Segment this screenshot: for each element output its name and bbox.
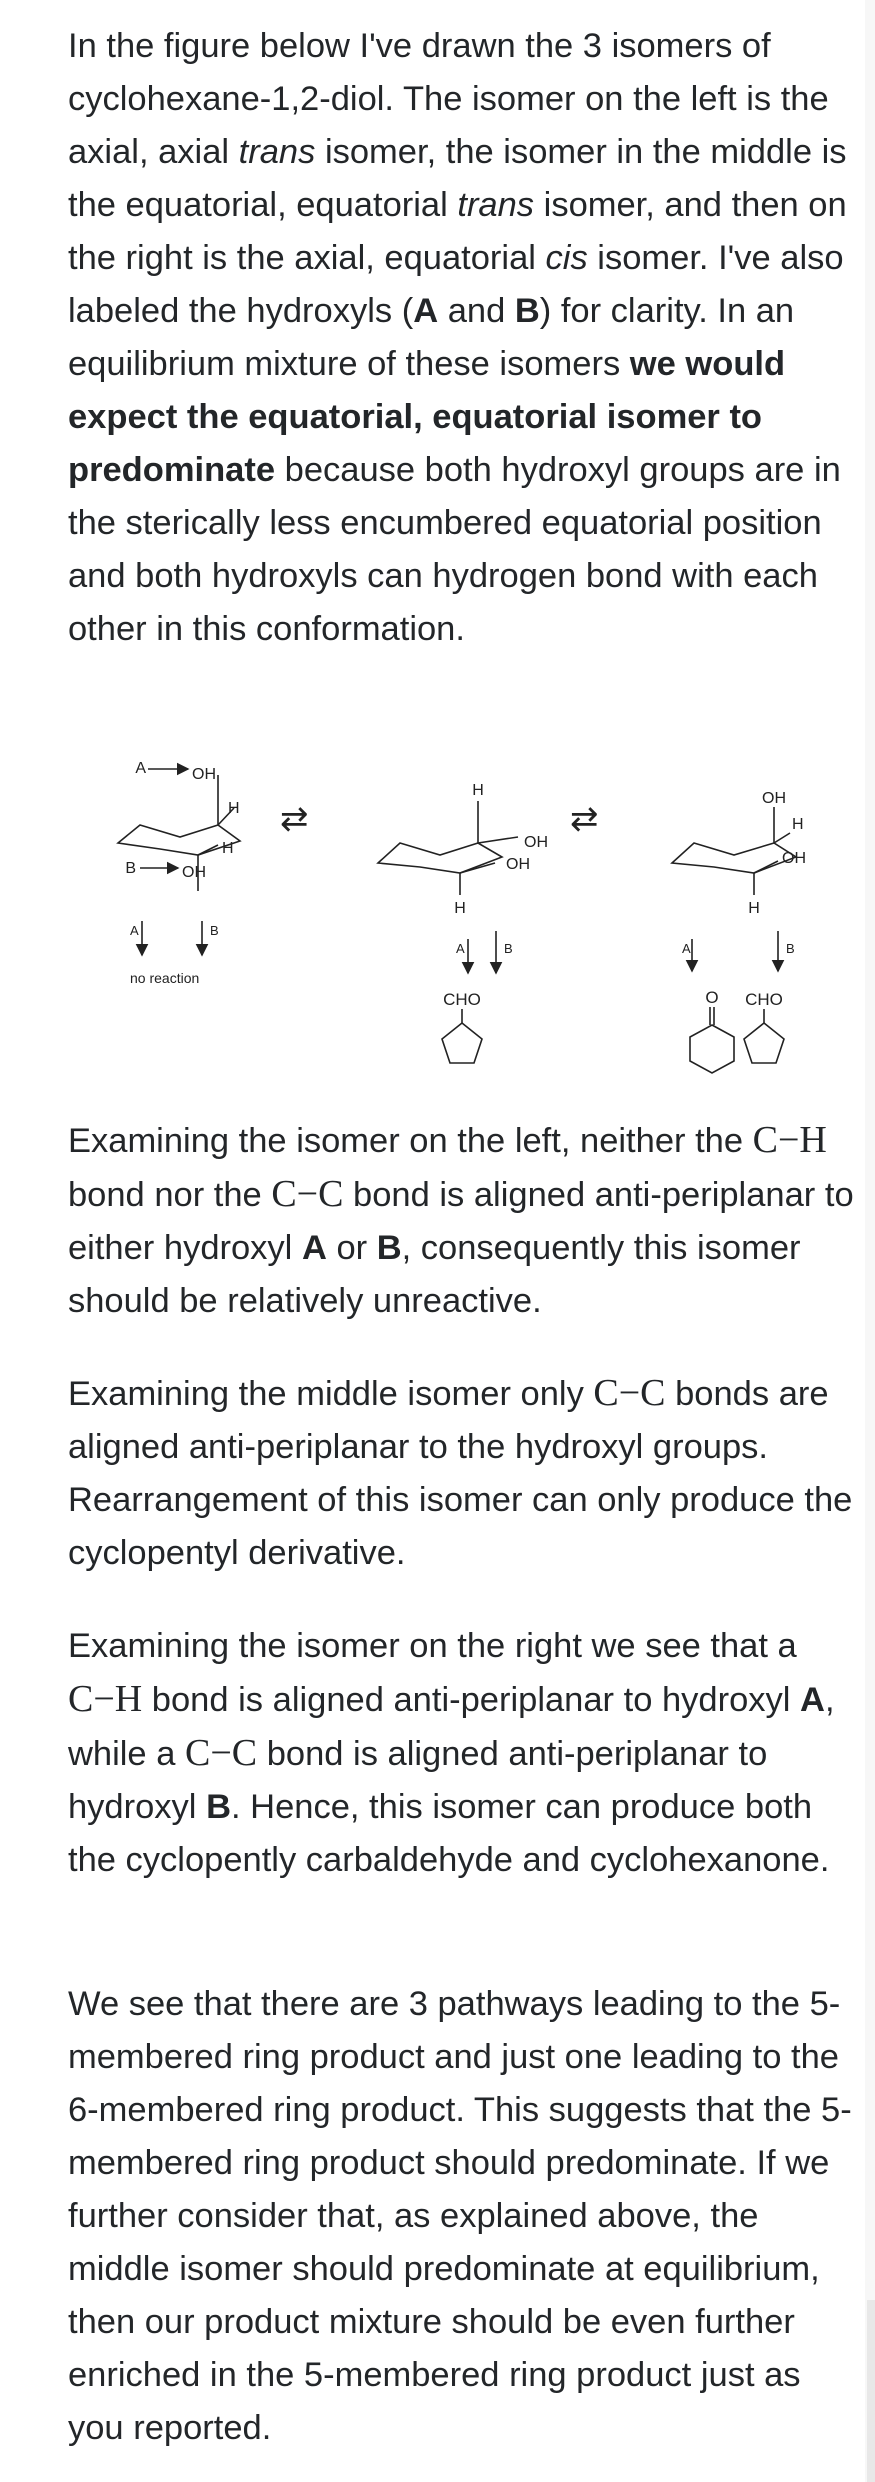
label-b: B	[504, 941, 513, 956]
bold-b: B	[514, 292, 540, 330]
equatorial-bond	[478, 837, 518, 843]
caption-no-reaction: no reaction	[130, 970, 200, 986]
text: ) for clarity. In an equilibrium mixture of these isomers	[68, 292, 795, 383]
text: , while a	[68, 1681, 835, 1773]
text: bond is aligned anti-periplanar to hydroxyl	[142, 1681, 801, 1719]
text: isomer. I've also labeled the hydroxyls (	[68, 239, 844, 330]
h-label: H	[748, 900, 760, 917]
math-ch: C−H	[68, 1678, 143, 1720]
paragraph-conclusion	[68, 1978, 860, 2455]
label-a: A	[682, 941, 691, 956]
math-ch: C−H	[752, 1119, 827, 1161]
oh-label: OH	[506, 856, 530, 873]
h-label: H	[472, 782, 484, 799]
bold-conclusion: we would expect the equatorial, equatorial isomer to predominate	[68, 345, 786, 489]
h-label: H	[222, 840, 234, 857]
bold-b: B	[206, 1788, 231, 1826]
bold-a: A	[413, 292, 439, 330]
equatorial-bond	[460, 863, 495, 873]
isomer-middle	[378, 801, 518, 1063]
text: or	[326, 1229, 377, 1267]
isomer-figure	[110, 745, 870, 1085]
text: isomer, and then on the right is the axial, equatorial	[68, 186, 847, 277]
paragraph-left-isomer	[68, 1114, 860, 1328]
label-a: A	[456, 941, 465, 956]
text: In the figure below I've drawn the 3 isomers of cyclohexane-1,2-diol. The isomer on the left is the axial, axial	[68, 27, 829, 171]
bold-b: B	[376, 1229, 402, 1267]
text: . Hence, this isomer can produce both the cyclopently carbaldehyde and cyclohexanone.	[68, 1788, 830, 1879]
text: , consequently this isomer should be relatively unreactive.	[68, 1229, 801, 1320]
h-bond	[774, 833, 790, 843]
isomer-right	[672, 807, 796, 1073]
cyclohexane-ring-middle	[378, 843, 502, 873]
math-cc: C−C	[271, 1173, 344, 1215]
oh-label: OH	[182, 864, 206, 881]
text: Examining the middle isomer only	[68, 1375, 594, 1413]
math-cc: C−C	[593, 1372, 666, 1414]
paragraph-intro	[68, 20, 860, 656]
text: bond is aligned anti-periplanar to hydroxyl	[68, 1735, 768, 1826]
text: Examining the isomer on the right we see that a	[68, 1627, 797, 1665]
bold-a: A	[301, 1229, 327, 1267]
equatorial-bond	[754, 861, 778, 873]
h-label: H	[228, 800, 240, 817]
cho-label: CHO	[745, 990, 783, 1009]
oh-label: OH	[192, 766, 216, 783]
paragraph-right-isomer	[68, 1620, 860, 1887]
h-label: H	[792, 816, 804, 833]
text: We see that there are 3 pathways leading to the 5-membered ring product and just one leading to the 6-membered ring product. This suggests that the 5-membered ring product should predominate. If we further consider that, as explained above, the middle isomer should predominate at equilibrium, then our product mixture should be even further enriched in the 5-membered ring product just as you reported.	[68, 1985, 852, 2447]
h-label: H	[454, 900, 466, 917]
text: isomer, the isomer in the middle is the equatorial, equatorial	[68, 133, 847, 224]
cyclohexane-ring-right	[672, 843, 796, 873]
bold-a: A	[800, 1681, 825, 1719]
equilibrium-arrow: ⇄	[570, 800, 599, 838]
cyclohexanone-ring	[690, 1025, 734, 1073]
cho-label: CHO	[443, 990, 481, 1009]
oh-label: OH	[782, 850, 806, 867]
oh-label: OH	[762, 790, 786, 807]
ketone-o-label: O	[705, 988, 719, 1007]
label-b: B	[125, 860, 136, 877]
oh-label: OH	[524, 834, 548, 851]
label-a: A	[135, 760, 146, 777]
text: bond is aligned anti-periplanar to either hydroxyl	[68, 1176, 854, 1267]
scrollbar-thumb[interactable]	[867, 2300, 875, 2482]
text: bond nor the	[68, 1176, 272, 1214]
italic-trans: trans	[238, 133, 316, 171]
text: and	[438, 292, 515, 330]
cyclopentane-ring	[442, 1023, 482, 1063]
label-b: B	[210, 923, 219, 938]
math-cc: C−C	[184, 1732, 258, 1774]
text: bonds are aligned anti-periplanar to the hydroxyl groups. Rearrangement of this isomer can only produce the cyclopentyl derivative.	[68, 1375, 853, 1572]
label-b: B	[786, 941, 795, 956]
italic-cis: cis	[545, 239, 588, 277]
text: Examining the isomer on the left, neither the	[68, 1122, 753, 1160]
italic-trans: trans	[457, 186, 535, 224]
text: because both hydroxyl groups are in the sterically less encumbered equatorial position and both hydroxyls can hydrogen bond with each other in this conformation.	[68, 451, 841, 648]
equilibrium-arrow: ⇄	[280, 800, 309, 838]
cyclopentane-ring	[744, 1023, 784, 1063]
label-a: A	[130, 923, 139, 938]
paragraph-middle-isomer	[68, 1367, 860, 1580]
